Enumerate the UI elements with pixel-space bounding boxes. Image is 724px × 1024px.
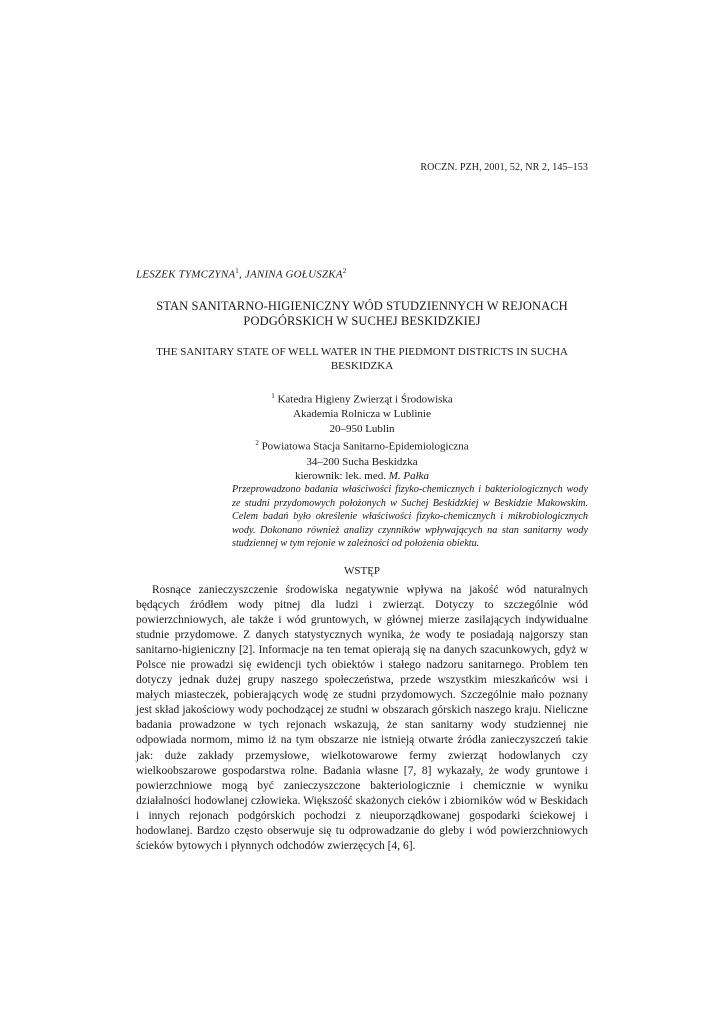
affiliation-2-line-1 xyxy=(136,436,588,454)
affiliation-2-institution: Powiatowa Stacja Sanitarno-Epidemiologiczna xyxy=(261,441,469,454)
affiliation-2-line-3 xyxy=(136,469,588,484)
affiliation-1-line-2: Akademia Rolnicza w Lublinie xyxy=(293,408,431,421)
author-line xyxy=(136,267,346,281)
affiliation-2-line-2: 34–200 Sucha Beskidzka xyxy=(306,455,418,468)
affiliation-1-line-3: 20–950 Lublin xyxy=(329,422,395,435)
author-separator: , xyxy=(239,268,245,281)
head-prefix: kierownik: lek. med. xyxy=(294,470,389,483)
author-2-name: JANINA GOŁUSZKA xyxy=(244,268,343,281)
affiliation-1-department: Katedra Higieny Zwierząt i Środowiska xyxy=(277,393,453,406)
head-name: M. Pałka xyxy=(388,470,430,483)
section-heading: WSTĘP xyxy=(343,565,381,577)
body-text xyxy=(136,583,588,854)
author-2-affiliation-mark: 2 xyxy=(342,267,347,275)
affiliation-1-mark: 1 xyxy=(271,392,275,400)
paper-title-english: THE SANITARY STATE OF WELL WATER IN THE PIEDMONT DISTRICTS IN SUCHA BESKIDZKA xyxy=(156,346,568,372)
author-1-name: LESZEK TYMCZYNA xyxy=(136,268,236,281)
author-1-affiliation-mark: 1 xyxy=(235,267,239,275)
affiliation-1-line-1 xyxy=(136,389,588,407)
affiliations-block xyxy=(136,389,588,484)
paper-title-polish: STAN SANITARNO-HIGIENICZNY WÓD STUDZIENNYCH W REJONACH PODGÓRSKICH W SUCHEJ BESKIDZKIEJ xyxy=(156,299,568,328)
journal-reference: ROCZN. PZH, 2001, 52, NR 2, 145–153 xyxy=(420,162,588,173)
paragraph: Rosnące zanieczyszczenie środowiska negatywnie wpływa na jakość wód naturalnych będących źródłem wody pitnej dla ludzi i zwierząt. Dotyczy to szczególnie wód powierzchniowych, ale także i wód gruntowych, w głównej mierze zasilających indywidualne studnie przydomowe. Z danych statystycznych wynika, że wody te posiadają najgorszy stan sanitarno-higieniczny [2]. Informacje na ten temat opierają się na danych szacunkowych, gdyż w Polsce nie prowadzi się ewidencji tych obiektów i stałego nadzoru sanitarnego. Problem ten dotyczy jednak dużej grupy naszego społeczeństwa, przede wszystkim mieszkańców wsi i małych miasteczek, pobierających wodę ze studni przydomowych. Szczególnie mało poznany jest skład jakościowy wody pochodzącej ze studni w obszarach górskich naszego kraju. Nieliczne badania prowadzone w tych rejonach wskazują, że stan sanitarny wody studziennej nie odpowiada normom, mimo iż na tym obszarze nie istnieją otwarte źródła zanieczyszczeń takie jak: duże zakłady przemysłowe, wielkotowarowe fermy zwierząt hodowlanych czy wielkoobszarowe gospodarstwa rolne. Badania własne [7, 8] wykazały, że wody gruntowe i powierzchniowe mogą być zanieczyszczone bakteriologicznie i chemicznie w wyniku działalności hodowlanej człowieka. Większość skażonych cieków i zbiorników wód w Beskidach i innych rejonach podgórskich pochodzi z nieuporządkowanej gospodarki ściekowej i hodowlanej. Bardzo często obserwuje się tu odprowadzanie do gleby i wód powierzchniowych ścieków bytowych i płynnych odchodów zwierzęcych [4, 6]. xyxy=(136,584,588,852)
affiliation-2-mark: 2 xyxy=(255,439,259,448)
abstract: Przeprowadzono badania właściwości fizyko-chemicznych i bakteriologicznych wody ze studni przydomowych położonych w Suchej Beskidzkiej w Beskidzie Makowskim. Celem badań było określenie właściwości fizyko-chemicznych i mikrobiologicznych wody. Dokonano również analizy czynników wpływających na stan sanitarny wody studziennej w tym rejonie w zależności od położenia obiektu. xyxy=(232,484,588,550)
